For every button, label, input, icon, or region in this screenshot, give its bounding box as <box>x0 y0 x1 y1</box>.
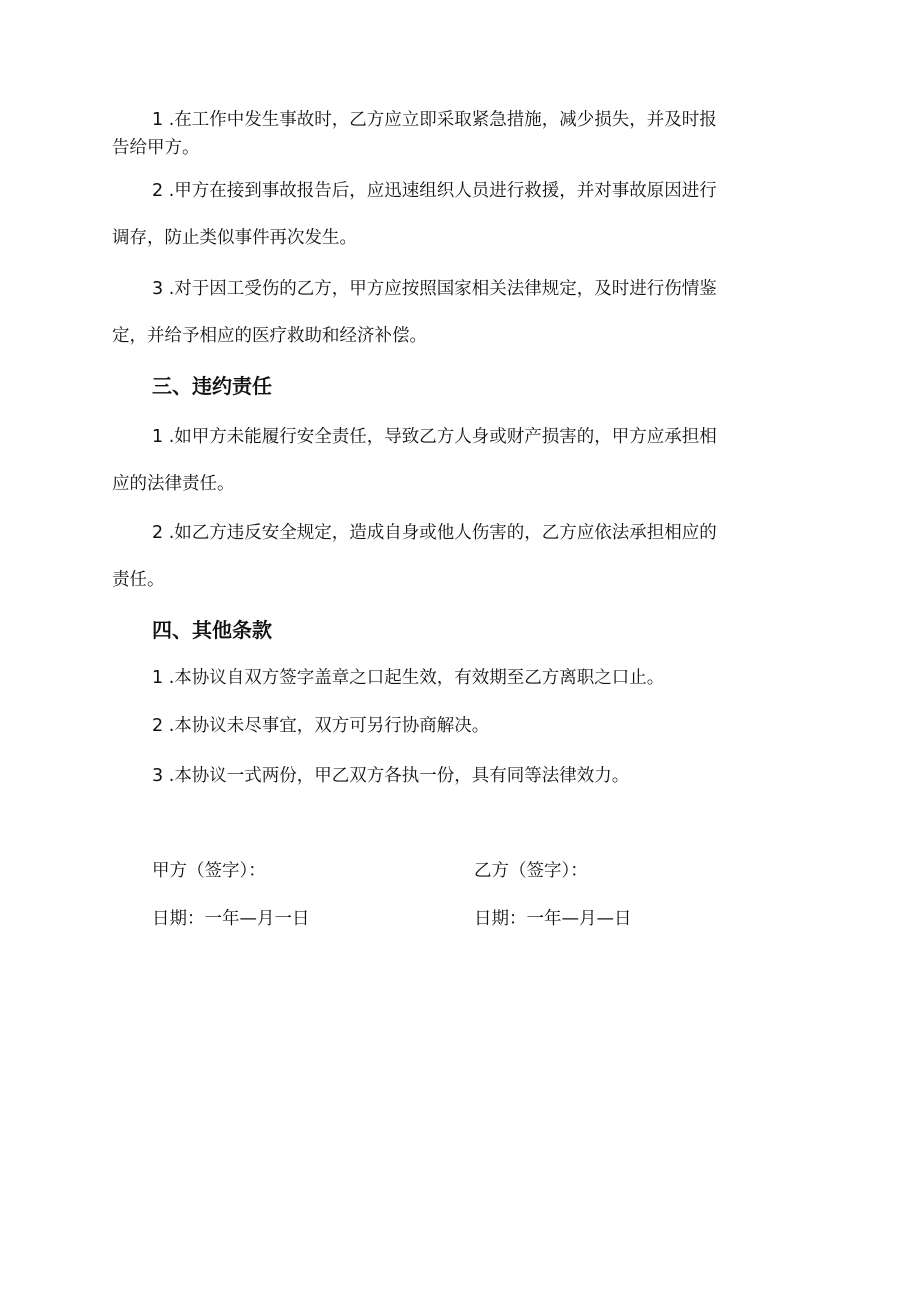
clause-2-3-line-1: 3 .对于因工受伤的乙方，甲方应按照国家相关法律规定，及时进行伤情鉴 <box>152 279 717 299</box>
clause-4-1-line: 1 .本协议自双方签字盖章之口起生效，有效期至乙方离职之口止。 <box>152 668 665 688</box>
clause-3-2-line-1: 2 .如乙方违反安全规定，造成自身或他人伤害的，乙方应依法承担相应的 <box>152 523 717 543</box>
clause-2-3-line-2: 定，并给予相应的医疗救助和经济补偿。 <box>112 326 427 346</box>
party-a-signature-label: 甲方（签字）： <box>152 861 266 881</box>
party-b-signature-label: 乙方（签字）： <box>474 861 588 881</box>
clause-3-1-line-2: 应的法律责任。 <box>112 474 235 494</box>
clause-2-2-line-2: 调存，防止类似事件再次发生。 <box>112 228 357 248</box>
clause-3-1-line-1: 1 .如甲方未能履行安全责任，导致乙方人身或财产损害的，甲方应承担相 <box>152 427 717 447</box>
party-b-date: 日期：一年—月—日 <box>474 909 632 929</box>
section-4-heading: 四、其他条款 <box>152 618 272 642</box>
clause-3-2 <box>112 510 812 604</box>
clause-2-2-line-1: 2 .甲方在接到事故报告后，应迅速组织人员进行救援，并对事故原因进行 <box>152 181 717 201</box>
clause-4-2-line: 2 .本协议未尽事宜，双方可另行协商解决。 <box>152 716 490 736</box>
clause-3-2-line-2: 责任。 <box>112 570 165 590</box>
clause-2-2 <box>112 168 812 262</box>
party-a-date: 日期：一年—月一日 <box>152 909 310 929</box>
clause-2-1 <box>112 106 812 162</box>
clause-4-3 <box>112 762 812 790</box>
section-3-heading: 三、违约责任 <box>152 374 272 398</box>
clause-3-1 <box>112 414 812 508</box>
clause-4-3-line: 3 .本协议一式两份，甲乙双方各执一份，具有同等法律效力。 <box>152 766 630 786</box>
clause-4-2 <box>112 712 812 740</box>
clause-4-1 <box>112 664 812 692</box>
clause-2-1-line-1: 1 .在工作中发生事故时，乙方应立即采取紧急措施，减少损失，并及时报 <box>152 110 717 130</box>
clause-2-3 <box>112 266 812 360</box>
clause-2-1-line-2: 告给甲方。 <box>112 138 200 158</box>
